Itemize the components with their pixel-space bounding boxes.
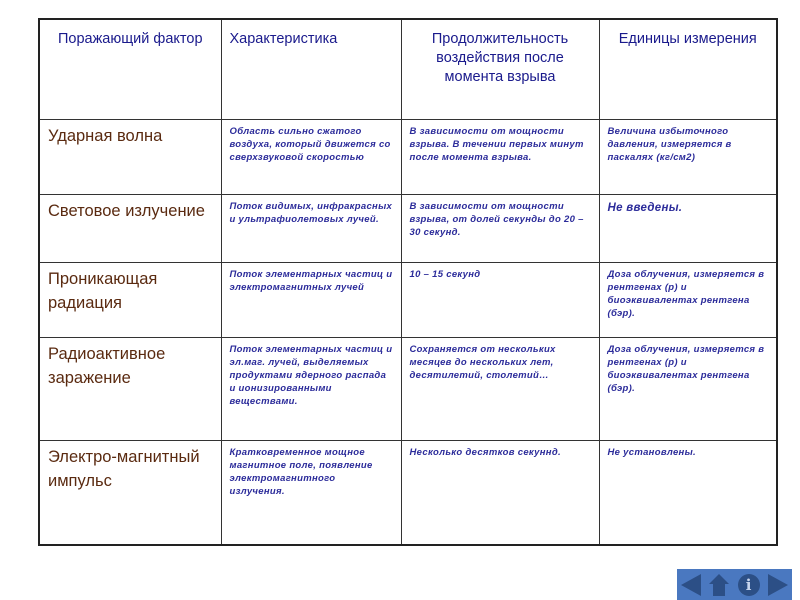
factor-cell: Световое излучение bbox=[39, 195, 221, 263]
duration-cell: В зависимости от мощности взрыва, от долей секунды до 20 – 30 секунд. bbox=[401, 195, 599, 263]
table-row bbox=[39, 263, 777, 338]
info-icon[interactable]: i bbox=[738, 574, 760, 596]
description-cell: Кратковременное мощное магнитное поле, появление электромагнитного излучения. bbox=[221, 441, 401, 545]
duration-cell: В зависимости от мощности взрыва. В течении первых минут после момента взрыва. bbox=[401, 120, 599, 195]
table-row bbox=[39, 120, 777, 195]
table-row bbox=[39, 338, 777, 441]
factor-cell: Электро-магнитный импульс bbox=[39, 441, 221, 545]
duration-cell: Сохраняется от нескольких месяцев до нескольких лет, десятилетий, столетий… bbox=[401, 338, 599, 441]
duration-cell: 10 – 15 секунд bbox=[401, 263, 599, 338]
units-cell: Не установлены. bbox=[599, 441, 777, 545]
nuclear-factors-table bbox=[38, 18, 778, 546]
arrow-left-icon[interactable] bbox=[681, 574, 701, 596]
home-icon[interactable] bbox=[709, 574, 729, 596]
slide-navigation-bar bbox=[677, 569, 792, 600]
description-cell: Поток элементарных частиц и эл.маг. лучей, выделяемых продуктами ядерного распада и ионизированными веществами. bbox=[221, 338, 401, 441]
factor-cell: Ударная волна bbox=[39, 120, 221, 195]
header-duration: Продолжительность воздействия после момента взрыва bbox=[401, 19, 599, 120]
units-cell: Доза облучения, измеряется в рентгенах (р) и биоэквивалентах рентгена (бэр). bbox=[599, 338, 777, 441]
table-row bbox=[39, 441, 777, 545]
duration-cell: Несколько десятков секуннд. bbox=[401, 441, 599, 545]
description-cell: Поток элементарных частиц и электромагнитных лучей bbox=[221, 263, 401, 338]
factor-cell: Проникающая радиация bbox=[39, 263, 221, 338]
factor-cell: Радиоактивное заражение bbox=[39, 338, 221, 441]
header-row bbox=[39, 19, 777, 120]
units-cell: Доза облучения, измеряется в рентгенах (р) и биоэквивалентах рентгена (бэр). bbox=[599, 263, 777, 338]
units-cell: Не введены. bbox=[599, 195, 777, 263]
header-units: Единицы измерения bbox=[599, 19, 777, 120]
arrow-right-icon[interactable] bbox=[768, 574, 788, 596]
header-description: Характеристика bbox=[221, 19, 401, 120]
header-factor: Поражающий фактор bbox=[39, 19, 221, 120]
table-row bbox=[39, 195, 777, 263]
description-cell: Поток видимых, инфракрасных и ультрафиолетовых лучей. bbox=[221, 195, 401, 263]
units-cell: Величина избыточного давления, измеряется в паскалях (кг/см2) bbox=[599, 120, 777, 195]
description-cell: Область сильно сжатого воздуха, который движется со сверхзвуковой скоростью bbox=[221, 120, 401, 195]
